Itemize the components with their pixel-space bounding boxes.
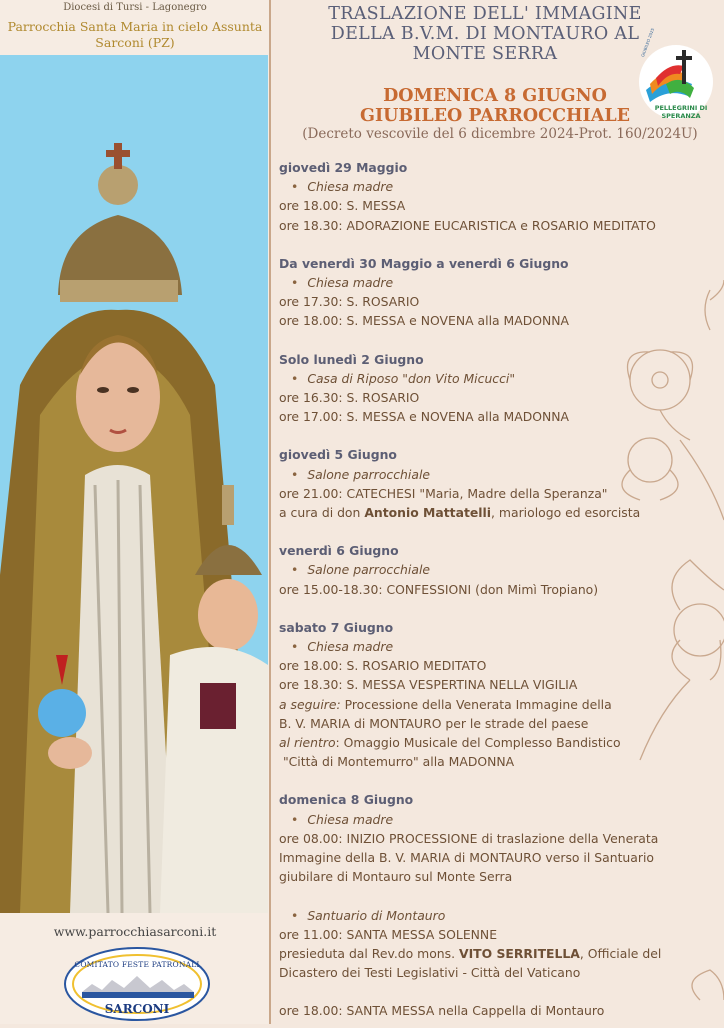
title-line-2: DELLA B.V.M. DI MONTAURO AL: [330, 24, 640, 44]
presided-prefix: presieduta dal Rev.do mons.: [279, 945, 459, 961]
location-item: • Chiesa madre: [279, 637, 719, 656]
location-item: • Chiesa madre: [279, 273, 719, 292]
jubilee-logo-text: PELLEGRINI DI SPERANZA: [654, 104, 708, 120]
rientro-line-2: "Città di Montemurro" alla MADONNA: [279, 754, 515, 770]
seguire-text: Processione della Venerata Immagine della: [340, 696, 612, 712]
schedule-line: Immagine della B. V. MARIA di MONTAURO verso il Santuario: [279, 850, 654, 866]
column-divider: [269, 0, 271, 1024]
diocese-label: Diocesi di Tursi - Lagonegro: [63, 2, 207, 13]
schedule-line: ore 17.30: S. ROSARIO: [279, 294, 420, 310]
rientro-text: : Omaggio Musicale del Complesso Bandistico: [335, 735, 621, 751]
location-item: • Salone parrocchiale: [279, 560, 719, 579]
presided-suffix: , Officiale del: [579, 945, 662, 961]
day-heading: Da venerdì 30 Maggio a venerdì 6 Giugno: [279, 255, 569, 271]
schedule-line: ore 18.00: SANTA MESSA nella Cappella di Montauro: [279, 1003, 605, 1019]
location-item: • Chiesa madre: [279, 177, 719, 196]
day-heading: domenica 8 Giugno: [279, 792, 414, 808]
presided-line-2: Dicastero dei Testi Legislativi - Città del Vaticano: [279, 965, 581, 981]
day-heading: sabato 7 Giugno: [279, 619, 394, 635]
schedule-line: ore 16.30: S. ROSARIO: [279, 390, 420, 406]
speaker-line: [279, 503, 719, 522]
schedule-line: ore 11.00: SANTA MESSA SOLENNE: [279, 926, 498, 942]
title-line-1: TRASLAZIONE DELL' IMMAGINE: [328, 4, 642, 24]
decree-note: (Decreto vescovile del 6 dicembre 2024-Prot. 160/2024U): [302, 126, 698, 142]
presided-line: [279, 944, 719, 963]
date-line-1: DOMENICA 8 GIUGNO: [383, 86, 607, 106]
procession-line-2: B. V. MARIA di MONTAURO per le strade del paese: [279, 715, 589, 731]
seguire-label: a seguire:: [279, 696, 341, 712]
location-item: • Casa di Riposo "don Vito Micucci": [279, 369, 719, 388]
schedule-line: ore 17.00: S. MESSA e NOVENA alla MADONNA: [279, 409, 570, 425]
rientro-label: al rientro: [279, 735, 336, 751]
schedule-line: ore 15.00-18.30: CONFESSIONI (don Mimì Tropiano): [279, 581, 599, 597]
speaker-prefix: a cura di don: [279, 505, 365, 521]
schedule-line: ore 18.00: S. MESSA e NOVENA alla MADONNA: [279, 313, 570, 329]
logo-bottom-text: SARCONI: [104, 1002, 170, 1016]
date-line-2: GIUBILEO PARROCCHIALE: [360, 106, 630, 126]
parish-website-link[interactable]: www.parrocchiasarconi.it: [53, 924, 217, 939]
event-date: [280, 86, 710, 126]
schedule-line: ore 21.00: CATECHESI "Maria, Madre della Speranza": [279, 485, 608, 501]
parish-town: Sarconi (PZ): [95, 35, 175, 50]
location-item: • Chiesa madre: [279, 810, 719, 829]
title-line-3: MONTE SERRA: [412, 44, 558, 64]
schedule-line: ore 18.00: S. ROSARIO MEDITATO: [279, 658, 487, 674]
day-heading: giovedì 5 Giugno: [279, 447, 397, 463]
schedule: [279, 158, 719, 1021]
schedule-line: ore 08.00: INIZIO PROCESSIONE di traslazione della Venerata: [279, 830, 659, 846]
parish-label: [0, 19, 270, 51]
day-heading: venerdì 6 Giugno: [279, 543, 399, 559]
presided-name: VITO SERRITELLA: [458, 945, 580, 961]
location-item: • Salone parrocchiale: [279, 465, 719, 484]
page-title: [280, 4, 690, 64]
speaker-suffix: , mariologo ed esorcista: [491, 505, 641, 521]
parish-name: Parrocchia Santa Maria in cielo Assunta: [7, 19, 263, 34]
location-item: • Santuario di Montauro: [279, 906, 719, 925]
schedule-line: ore 18.00: S. MESSA: [279, 198, 406, 214]
day-heading: Solo lunedì 2 Giugno: [279, 351, 424, 367]
jubilee-logo-top-text: GIUBILEO 2025: [640, 27, 656, 58]
schedule-line: giubilare di Montauro sul Monte Serra: [279, 869, 513, 885]
day-heading: giovedì 29 Maggio: [279, 160, 408, 175]
speaker-name: Antonio Mattatelli: [364, 505, 492, 521]
rientro-line: [279, 733, 719, 752]
schedule-line: ore 18.30: S. MESSA VESPERTINA NELLA VIGILIA: [279, 677, 578, 693]
schedule-line: ore 18.30: ADORAZIONE EUCARISTICA e ROSARIO MEDITATO: [279, 217, 656, 233]
procession-line: [279, 695, 719, 714]
logo-top-text: COMITATO FESTE PATRONALI: [74, 960, 200, 969]
madonna-statue-photo: [0, 55, 268, 913]
